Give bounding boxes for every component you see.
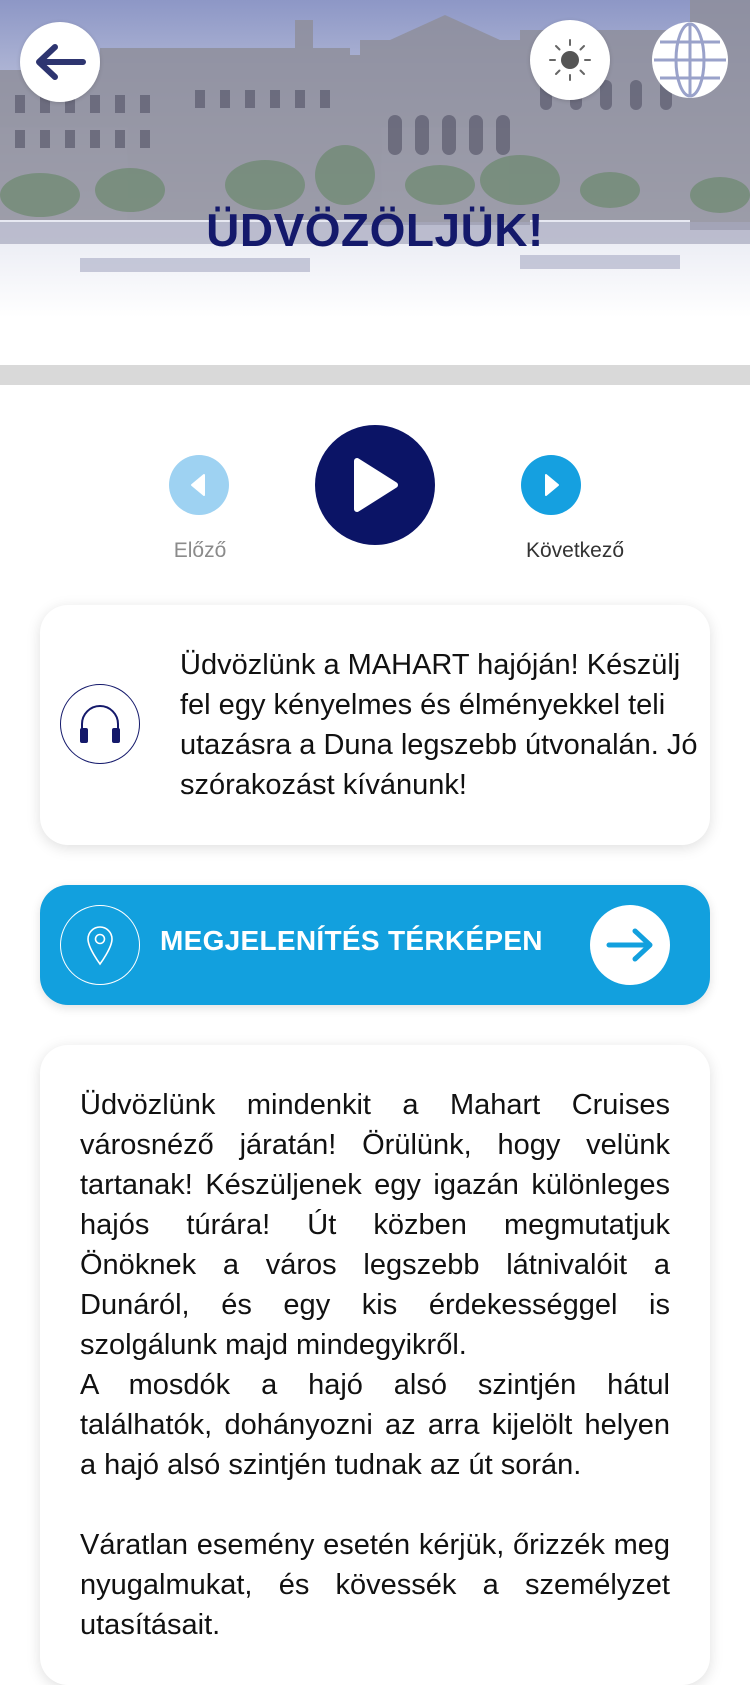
next-button[interactable] xyxy=(521,455,581,515)
intro-text: Üdvözlünk a MAHART hajóján! Készülj fel egy kényelmes és élményekkel teli utazásra a Duna legszebb útvonalán. Jó szórakozást kívánunk! xyxy=(180,649,698,801)
show-on-map-label: MEGJELENÍTÉS TÉRKÉPEN xyxy=(160,925,543,956)
page-title: ÜDVÖZÖLJÜK! xyxy=(206,204,544,256)
section-divider xyxy=(0,365,750,385)
play-back-icon xyxy=(188,472,210,498)
intro-card xyxy=(40,605,710,845)
next-label: Következő xyxy=(525,539,625,562)
sun-icon xyxy=(547,37,593,83)
city-skyline-image xyxy=(0,0,750,345)
description-paragraph: Váratlan esemény esetén kérjük, őrizzék meg nyugalmukat, és kövessék a személyzet utasításait. xyxy=(80,1529,670,1641)
globe-icon xyxy=(650,20,730,100)
language-button[interactable] xyxy=(650,20,730,100)
show-on-map-button[interactable] xyxy=(40,885,710,1005)
previous-button[interactable] xyxy=(169,455,229,515)
play-forward-icon xyxy=(540,472,562,498)
map-pin-icon xyxy=(60,905,140,985)
brightness-button[interactable] xyxy=(530,20,610,100)
description-paragraph: A mosdók a hajó alsó szintjén hátul találhatók, dohányozni az arra kijelölt helyen a hajó alsó szintjén tudnak az út során. xyxy=(80,1369,670,1481)
back-button[interactable] xyxy=(20,22,100,102)
description-text xyxy=(80,1085,670,1645)
previous-label: Előző xyxy=(173,539,227,562)
description-paragraph: Üdvözlünk mindenkit a Mahart Cruises városnéző járatán! Örülünk, hogy velünk tartanak! Készüljenek egy igazán különleges hajós túrára! Út közben megmutatjuk Önöknek a város legszebb látnivalóit a Dunáról, és egy kis érdekességgel is szolgálunk majd mindegyikről. xyxy=(80,1089,670,1361)
arrow-right-icon xyxy=(590,905,670,985)
arrow-left-icon xyxy=(33,42,87,82)
description-card xyxy=(40,1045,710,1685)
hero-banner xyxy=(0,0,750,345)
play-icon xyxy=(347,455,403,515)
play-button[interactable] xyxy=(315,425,435,545)
headphones-icon xyxy=(60,684,140,764)
